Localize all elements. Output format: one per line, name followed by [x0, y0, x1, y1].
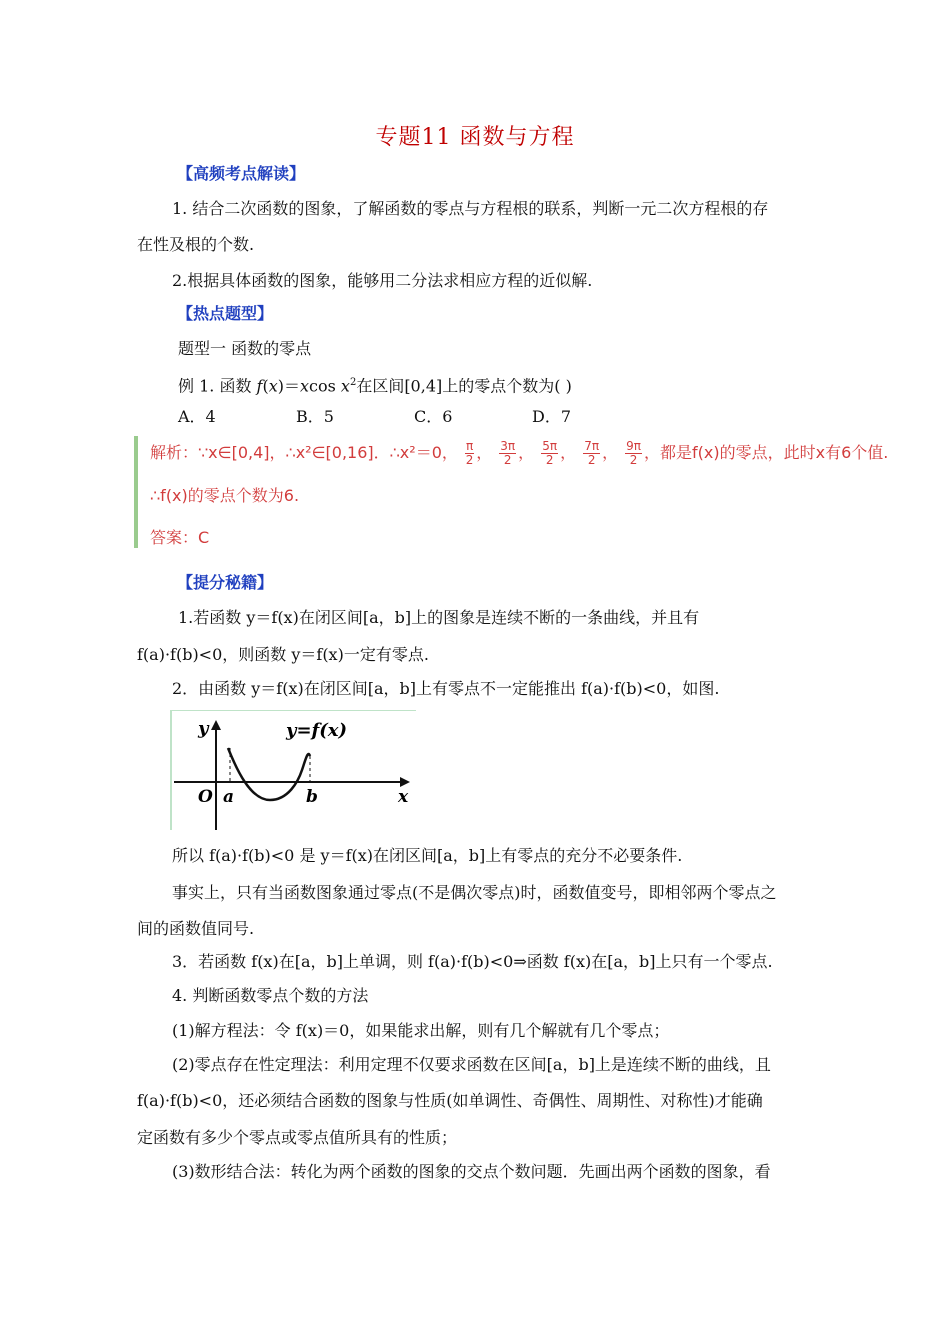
- solution-answer: 答案：C: [150, 528, 210, 547]
- option-c: C．6: [414, 407, 453, 426]
- example-mid1: (: [262, 376, 269, 396]
- gaopin-item-1b: 在性及根的个数.: [137, 235, 255, 254]
- tifen-p1b: f(a)·f(b)<0，则函数 y＝f(x)一定有零点.: [137, 645, 429, 664]
- tifen-p5: 3．若函数 f(x)在[a，b]上单调，则 f(a)·f(b)<0⇒函数 f(x)在[a，b]上只有一个零点.: [172, 952, 773, 971]
- tifen-p8b: f(a)·f(b)<0，还必须结合函数的图象与性质(如单调性、奇偶性、周期性、对称性)才能确: [137, 1091, 763, 1110]
- tifen-p9: (3)数形结合法：转化为两个函数的图象的交点个数问题．先画出两个函数的图象，看: [172, 1162, 771, 1181]
- example-1: [178, 372, 572, 397]
- section-redian: 【热点题型】: [177, 304, 274, 323]
- solution-line-1a: 解析：∵x∈[0,4]，∴x²∈[0,16]．∴x²＝0，: [150, 443, 458, 462]
- label-b: b: [306, 787, 318, 807]
- example-x: x: [268, 376, 278, 396]
- solution-line-2: ∴f(x)的零点个数为6.: [150, 486, 300, 505]
- solution-line-1b: ，都是f(x)的零点，此时x有6个值.: [644, 443, 889, 462]
- tifen-p6: 4. 判断函数零点个数的方法: [172, 986, 369, 1005]
- label-origin: O: [198, 787, 213, 807]
- tifen-p8a: (2)零点存在性定理法：利用定理不仅要求函数在区间[a，b]上是连续不断的曲线，且: [172, 1055, 771, 1074]
- label-y-fx: y=f(x): [286, 720, 348, 741]
- tifen-p3: 所以 f(a)·f(b)<0 是 y＝f(x)在闭区间[a，b]上有零点的充分不必要条件.: [172, 846, 683, 865]
- example-sup: 2: [349, 377, 357, 388]
- tifen-p8c: 定函数有多少个零点或零点值所具有的性质；: [137, 1128, 458, 1147]
- example-mid2: )＝: [277, 376, 300, 396]
- curve-y-fx: [228, 748, 310, 800]
- example-fx: f: [256, 376, 263, 396]
- fraction-2: $\frac{3\pi}{2}$: [500, 439, 516, 467]
- tifen-p1a: 1.若函数 y＝f(x)在闭区间[a，b]上的图象是连续不断的一条曲线，并且有: [178, 608, 700, 627]
- tifen-p4a: 事实上，只有当函数图象通过零点(不是偶次零点)时，函数值变号，即相邻两个零点之: [172, 883, 777, 902]
- example-x3: x: [340, 376, 350, 396]
- example-cos: cos: [309, 376, 341, 396]
- fraction-4: $\frac{7\pi}{2}$: [584, 439, 600, 467]
- solution-line-1: 解析：∵x∈[0,4]，∴x²∈[0,16]．∴x²＝0， $\frac{\pi}{2}$ ， $\frac{3\pi}{2}$ ， $\frac{5\pi}{2}$ ， $\frac{7\pi}{2}$ ， $\frac{9\pi}{2}$ ，都是f(x)的零点，此时x有6个值.: [150, 439, 889, 467]
- tifen-p2: 2．由函数 y＝f(x)在闭区间[a，b]上有零点不一定能推出 f(a)·f(b)<0，如图.: [172, 679, 720, 698]
- solution-box: [134, 436, 888, 548]
- label-x: x: [398, 787, 409, 807]
- page-title: 专题11 函数与方程: [375, 125, 575, 150]
- example-x2: x: [299, 376, 310, 396]
- y-axis-arrow: [211, 720, 221, 730]
- section-gaopin: 【高频考点解读】: [177, 164, 306, 183]
- gaopin-item-1a: 1. 结合二次函数的图象，了解函数的零点与方程根的联系，判断一元二次方程根的存: [172, 199, 769, 218]
- options-row: [178, 406, 650, 428]
- section-tifen: 【提分秘籍】: [177, 573, 274, 592]
- label-y: y: [198, 718, 209, 739]
- option-d: D．7: [532, 407, 572, 426]
- fraction-1: $\frac{\pi}{2}$: [465, 439, 474, 467]
- gaopin-item-2: 2.根据具体函数的图象，能够用二分法求相应方程的近似解.: [172, 271, 593, 290]
- x-axis-arrow: [400, 777, 410, 787]
- tifen-p4b: 间的函数值同号.: [137, 919, 255, 938]
- function-graph: [170, 710, 418, 832]
- fraction-5: $\frac{9\pi}{2}$: [626, 439, 642, 467]
- example-prefix: 例 1. 函数: [178, 376, 257, 396]
- tifen-p7: (1)解方程法：令 f(x)＝0，如果能求出解，则有几个解就有几个零点；: [172, 1021, 670, 1040]
- fraction-3: $\frac{5\pi}{2}$: [542, 439, 558, 467]
- label-a: a: [223, 787, 235, 807]
- function-graph-figure: [170, 710, 418, 832]
- tixing-heading: 题型一 函数的零点: [178, 339, 312, 358]
- example-suffix: 在区间[0,4]上的零点个数为( ): [356, 376, 572, 396]
- option-a: A．4: [178, 407, 216, 426]
- option-b: B．5: [296, 407, 334, 426]
